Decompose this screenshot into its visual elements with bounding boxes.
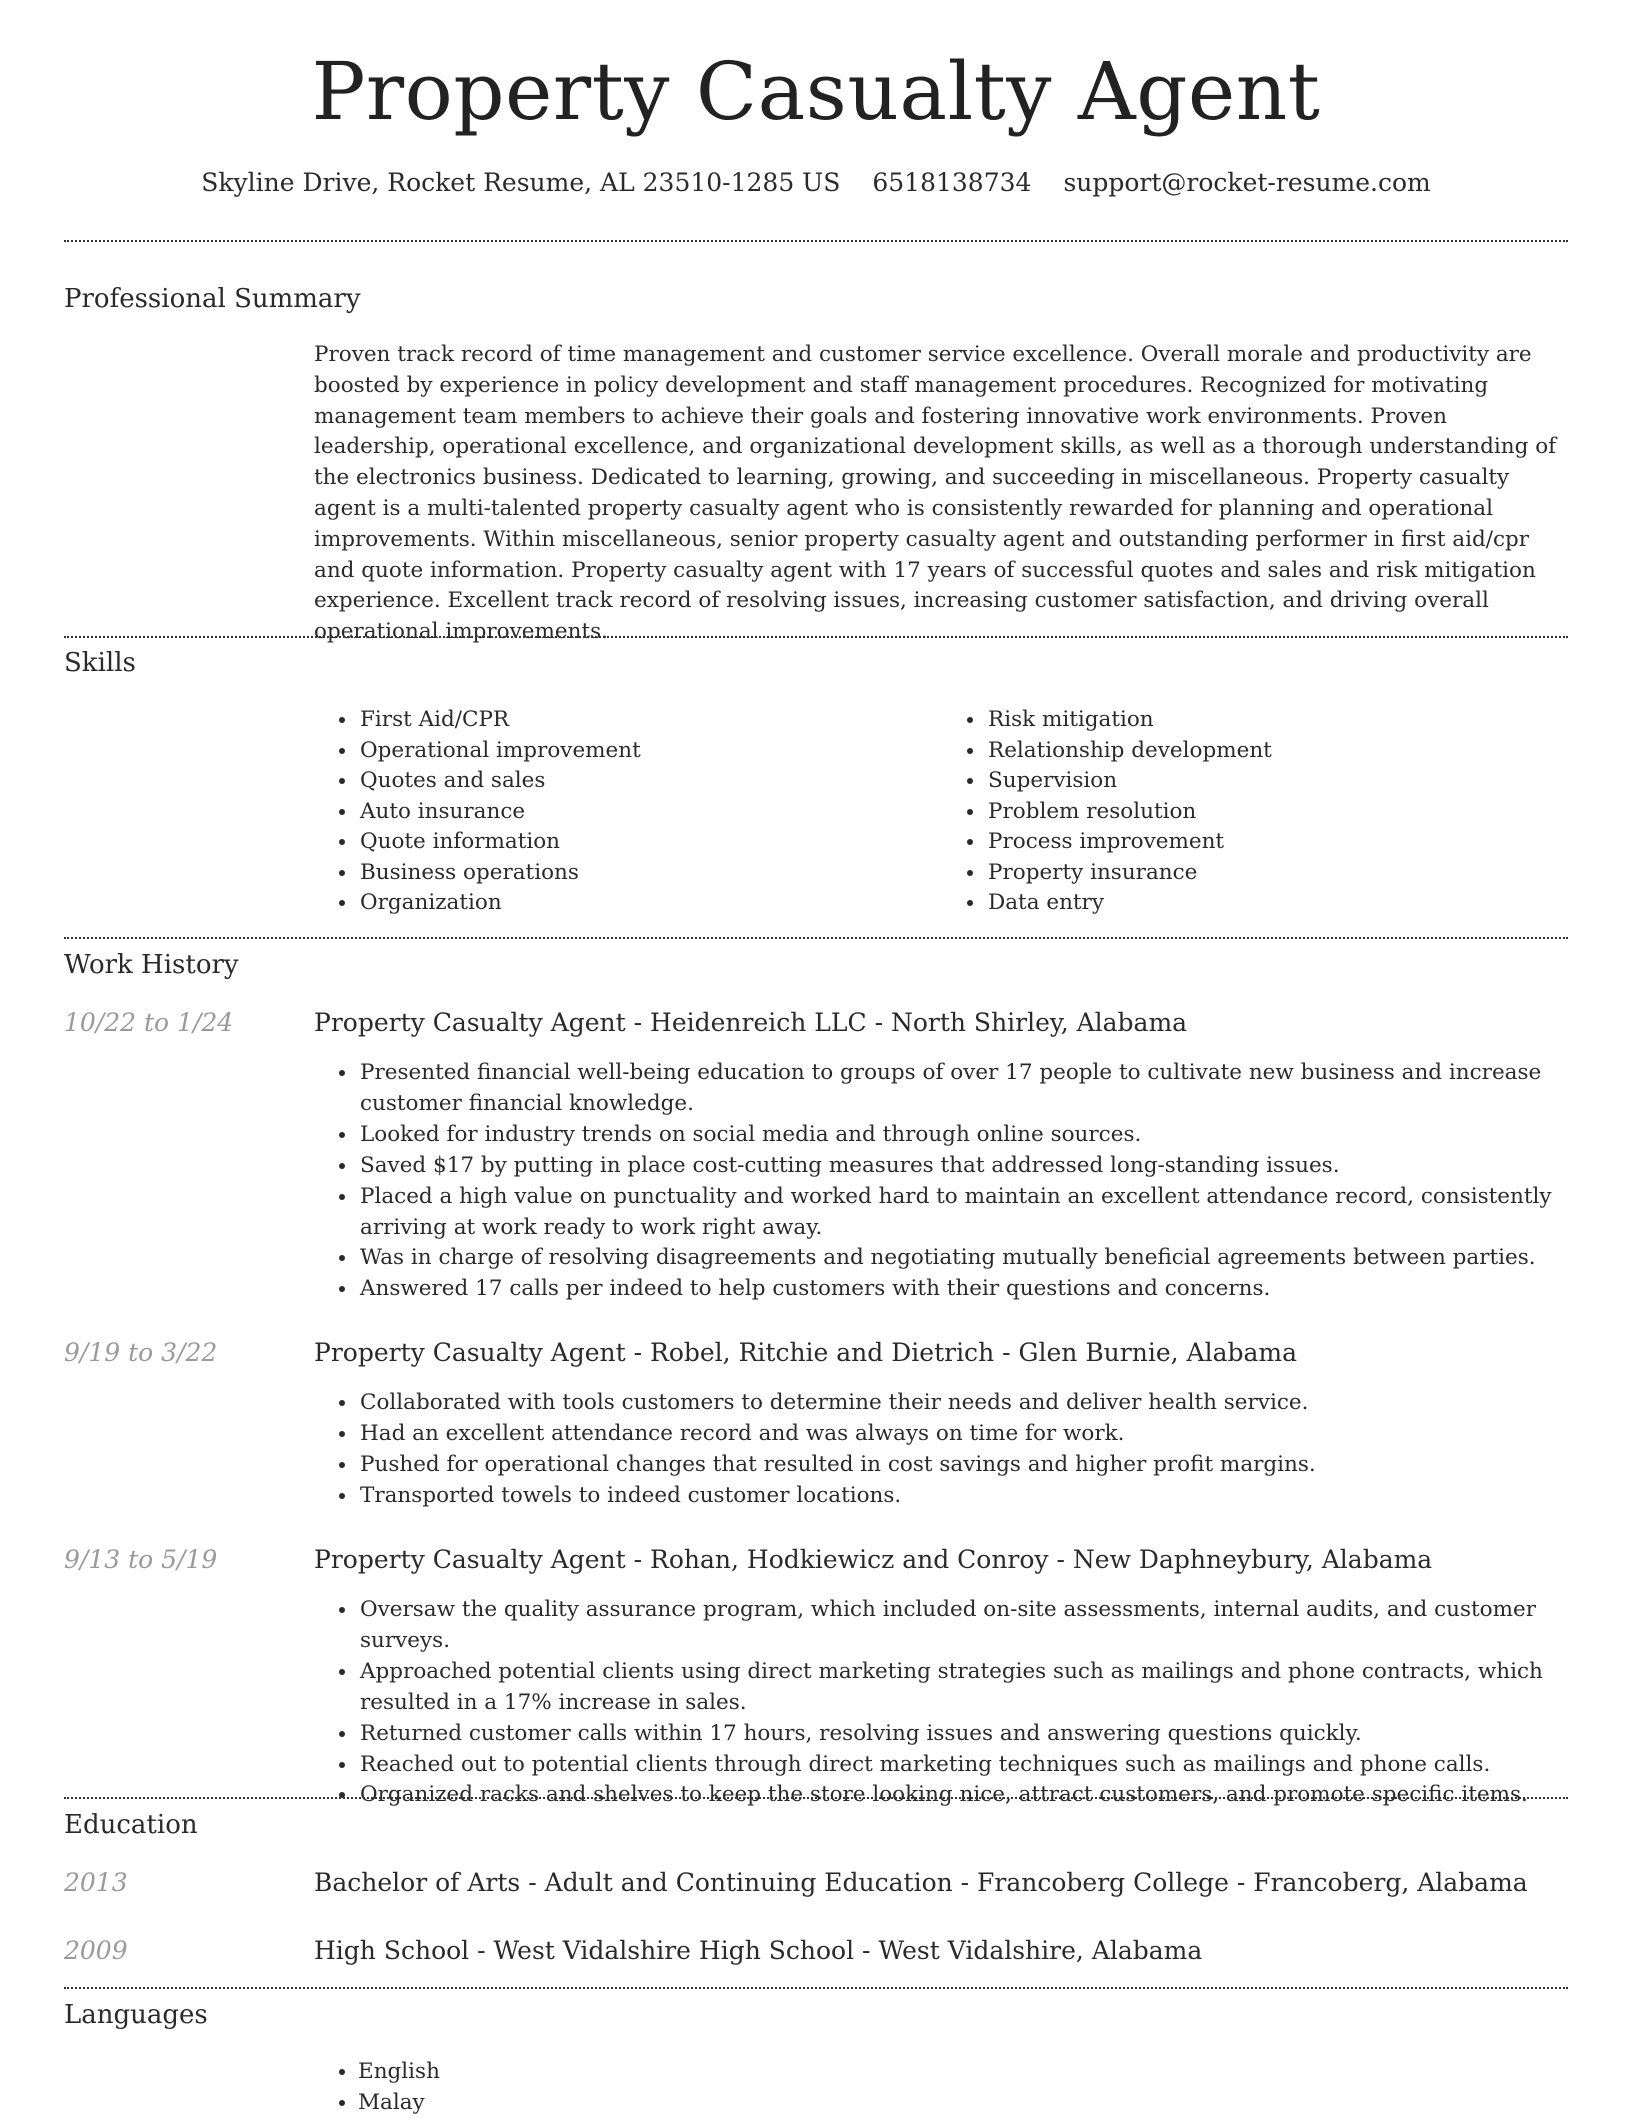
skills-column-left <box>314 705 942 919</box>
skills-column-right <box>942 705 1570 919</box>
section-title-languages: Languages <box>64 2000 208 2030</box>
section-title-summary: Professional Summary <box>64 284 361 314</box>
address: Skyline Drive, Rocket Resume, AL 23510-1285 US <box>201 168 840 197</box>
skill-item: • Problem resolution <box>986 797 1570 828</box>
skill-item: • Property insurance <box>986 858 1570 889</box>
summary-text: Proven track record of time management and customer service excellence. Overall morale and productivity are boosted by experience in policy development and staff management procedures. Recognized for motivating management team members to achieve their goals and fostering innovative work environments. Proven leadership, operational excellence, and organizational development skills, as well as a thorough understanding of the electronics business. Dedicated to learning, growing, and succeeding in miscellaneous. Property casualty agent is a multi-talented property casualty agent who is consistently rewarded for planning and operational improvements. Within miscellaneous, senior property casualty agent and outstanding performer in first aid/cpr and quote information. Property casualty agent with 17 years of successful quotes and sales and risk mitigation experience. Excellent track record of resolving issues, increasing customer satisfaction, and driving overall operational improvements. <box>314 340 1570 648</box>
education-year: 2009 <box>64 1936 128 1965</box>
resume-header <box>0 0 1632 197</box>
job-bullet: • Transported towels to indeed customer locations. <box>358 1481 1614 1512</box>
section-divider <box>64 1797 1568 1799</box>
section-title-skills: Skills <box>64 648 136 678</box>
job-dates: 9/13 to 5/19 <box>64 1545 217 1574</box>
job-bullet: • Pushed for operational changes that resulted in cost savings and higher profit margins. <box>358 1450 1614 1481</box>
email: support@rocket-resume.com <box>1063 168 1430 197</box>
job-bullet: • Collaborated with tools customers to determine their needs and deliver health service. <box>358 1388 1614 1419</box>
language-item: • Malay <box>358 2088 440 2118</box>
job-dates: 9/19 to 3/22 <box>64 1338 217 1367</box>
languages-list <box>314 2057 440 2118</box>
job-bullet: • Returned customer calls within 17 hours, resolving issues and answering questions quickly. <box>358 1719 1614 1750</box>
skill-item: • Risk mitigation <box>986 705 1570 736</box>
skill-item: • Supervision <box>986 766 1570 797</box>
job-bullets <box>314 1388 1614 1512</box>
section-divider <box>64 240 1568 242</box>
section-title-work: Work History <box>64 950 239 980</box>
skill-item: • Relationship development <box>986 736 1570 767</box>
contact-line <box>0 168 1632 197</box>
section-divider <box>64 937 1568 939</box>
skill-item: • First Aid/CPR <box>358 705 942 736</box>
job-bullet: • Oversaw the quality assurance program, which included on-site assessments, internal audits, and customer surveys. <box>358 1595 1614 1657</box>
job-bullet: • Placed a high value on punctuality and worked hard to maintain an excellent attendance record, consistently arriving at work ready to work right away. <box>358 1182 1614 1244</box>
section-title-education: Education <box>64 1810 198 1840</box>
job-bullet: • Had an excellent attendance record and was always on time for work. <box>358 1419 1614 1450</box>
skill-item: • Business operations <box>358 858 942 889</box>
skill-item: • Operational improvement <box>358 736 942 767</box>
language-item: • English <box>358 2057 440 2088</box>
candidate-name: Property Casualty Agent <box>0 52 1632 132</box>
job-bullet: • Presented financial well-being education to groups of over 17 people to cultivate new business and increase customer financial knowledge. <box>358 1058 1614 1120</box>
education-title: High School - West Vidalshire High School - West Vidalshire, Alabama <box>314 1936 1202 1965</box>
job-bullet: • Was in charge of resolving disagreements and negotiating mutually beneficial agreements between parties. <box>358 1243 1614 1274</box>
job-title: Property Casualty Agent - Rohan, Hodkiewicz and Conroy - New Daphneybury, Alabama <box>314 1545 1432 1574</box>
job-bullet: • Reached out to potential clients through direct marketing techniques such as mailings and phone calls. <box>358 1750 1614 1781</box>
job-title: Property Casualty Agent - Heidenreich LLC - North Shirley, Alabama <box>314 1008 1187 1037</box>
skill-item: • Quotes and sales <box>358 766 942 797</box>
skill-item: • Quote information <box>358 827 942 858</box>
phone: 6518138734 <box>872 168 1031 197</box>
job-bullet: • Looked for industry trends on social media and through online sources. <box>358 1120 1614 1151</box>
section-divider <box>64 1987 1568 1989</box>
skill-item: • Auto insurance <box>358 797 942 828</box>
job-bullet: • Saved $17 by putting in place cost-cutting measures that addressed long-standing issues. <box>358 1151 1614 1182</box>
job-bullet: • Organized racks and shelves to keep the store looking nice, attract customers, and promote specific items. <box>358 1780 1614 1811</box>
job-bullets <box>314 1058 1614 1305</box>
education-year: 2013 <box>64 1868 128 1897</box>
skill-item: • Organization <box>358 888 942 919</box>
job-dates: 10/22 to 1/24 <box>64 1008 233 1037</box>
skills-list <box>314 705 1570 919</box>
education-title: Bachelor of Arts - Adult and Continuing Education - Francoberg College - Francoberg, Alabama <box>314 1868 1528 1897</box>
job-title: Property Casualty Agent - Robel, Ritchie and Dietrich - Glen Burnie, Alabama <box>314 1338 1297 1367</box>
skill-item: • Process improvement <box>986 827 1570 858</box>
skill-item: • Data entry <box>986 888 1570 919</box>
job-bullets <box>314 1595 1614 1811</box>
job-bullet: • Answered 17 calls per indeed to help customers with their questions and concerns. <box>358 1274 1614 1305</box>
job-bullet: • Approached potential clients using direct marketing strategies such as mailings and phone contracts, which resulted in a 17% increase in sales. <box>358 1657 1614 1719</box>
section-divider <box>64 636 1568 638</box>
